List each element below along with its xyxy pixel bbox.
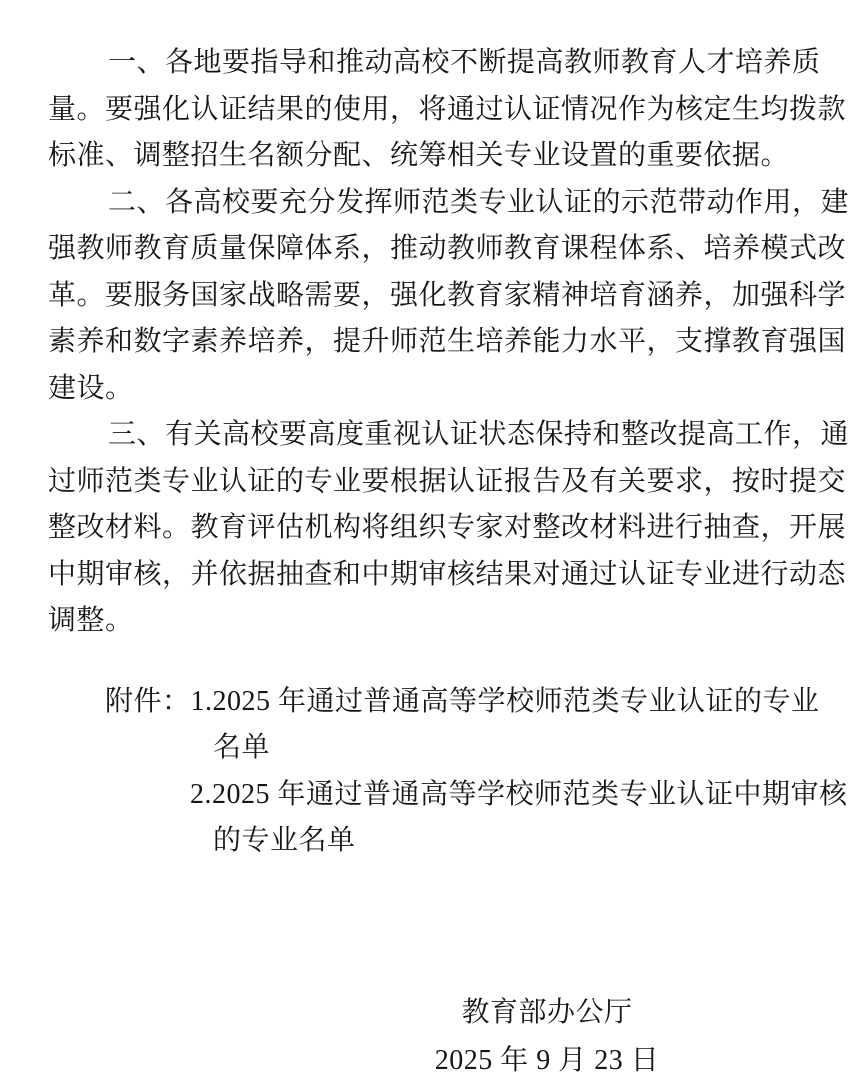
attachment-section [48, 679, 848, 865]
signature-organization: 教育部办公厅 [461, 996, 633, 1028]
attachment-label: 附件： [105, 685, 191, 717]
body-line: 三、有关高校要高度重视认证状态保持和整改提高工作，通 [108, 419, 850, 450]
signature-date: 2025 年 9 月 23 日 [434, 1044, 660, 1076]
body-line: 量。要强化认证结果的使用，将通过认证情况作为核定生均拨款 [48, 93, 847, 125]
body-line: 整改材料。教育评估机构将组织专家对整改材料进行抽查，开展 [48, 512, 847, 543]
body-line: 强教师教育质量保障体系，推动教师教育课程体系、培养模式改 [48, 233, 847, 264]
body-line: 革。要服务国家战略需要，强化教育家精神培育涵养，加强科学 [48, 279, 847, 311]
body-line: 二、各高校要充分发挥师范类专业认证的示范带动作用，建 [108, 186, 850, 218]
attachment-item-2: 2.2025 年通过普通高等学校师范类专业认证中期审核 [190, 778, 848, 810]
paragraph-2 [48, 180, 850, 413]
body-line: 建设。 [48, 372, 134, 404]
body-line: 调整。 [48, 605, 134, 636]
attachment-line: 的专业名单 [213, 825, 356, 856]
attachment-item-1: 1.2025 年通过普通高等学校师范类专业认证的专业 [190, 685, 820, 717]
body-line: 标准、调整招生名额分配、统筹相关专业设置的重要依据。 [48, 140, 790, 171]
body-line: 一、各地要指导和推动高校不断提高教师教育人才培养质 [108, 47, 821, 78]
body-line: 过师范类专业认证的专业要根据认证报告及有关要求，按时提交 [48, 465, 847, 497]
body-line: 中期审核，并依据抽查和中期审核结果对通过认证专业进行动态 [48, 558, 847, 590]
paragraph-3 [48, 412, 850, 645]
signature-block [392, 989, 702, 1085]
body-line: 素养和数字素养培养，提升师范生培养能力水平，支撑教育强国 [48, 326, 847, 357]
attachment-line: 名单 [213, 732, 271, 763]
paragraph-1 [48, 40, 847, 180]
attachment-line [48, 679, 820, 726]
